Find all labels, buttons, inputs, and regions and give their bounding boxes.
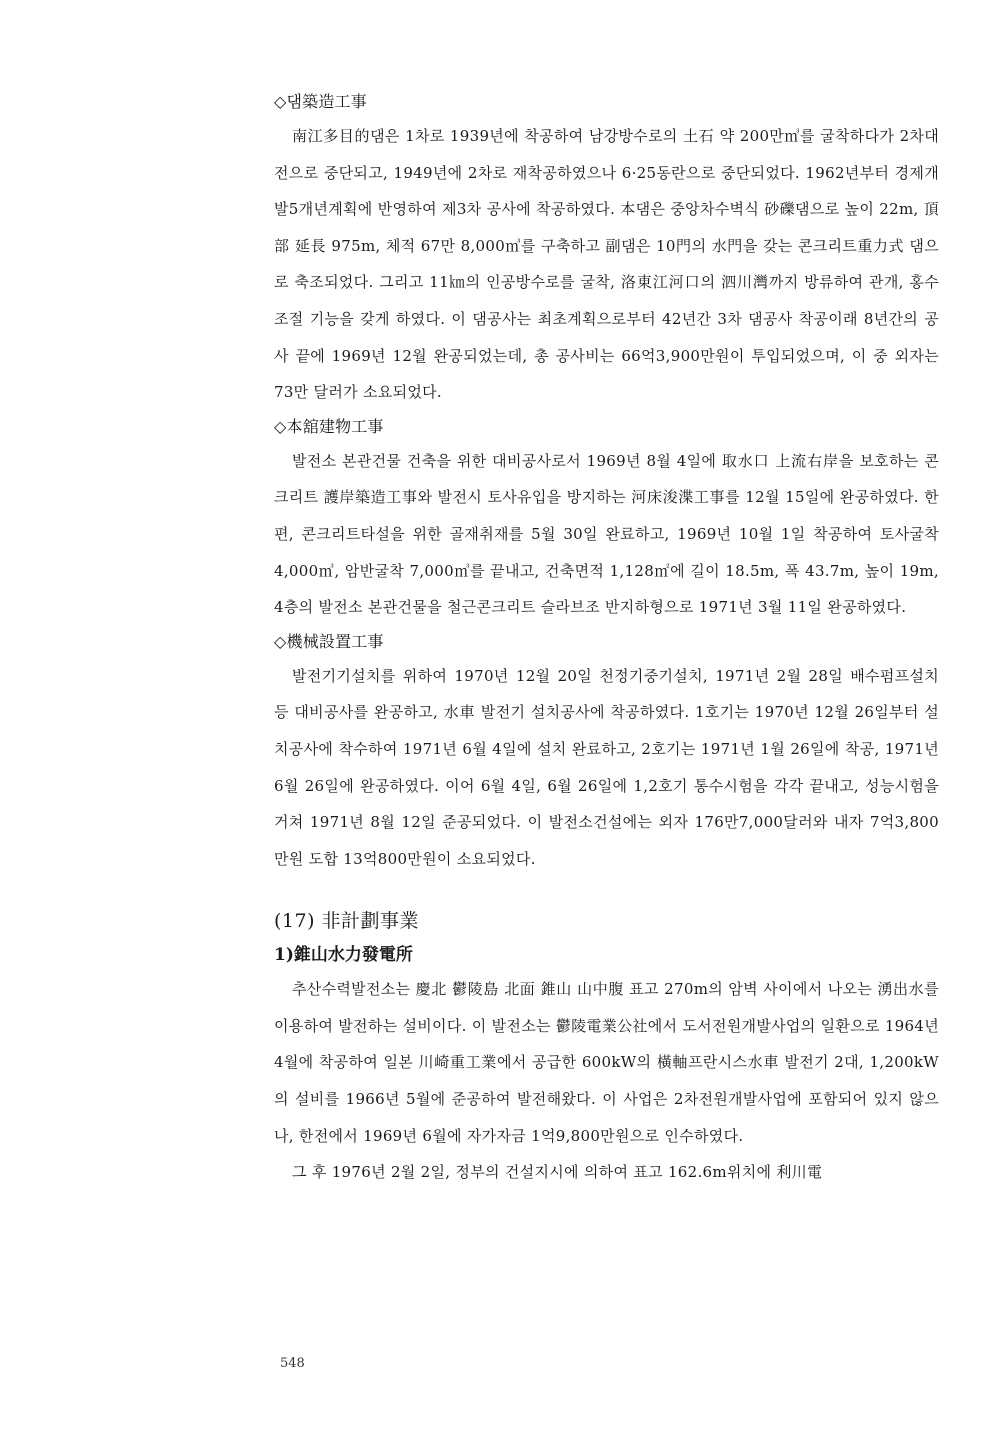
main-building-heading: ◇本舘建物工事 <box>274 416 384 436</box>
section-17-title: (17) 非計劃事業 <box>274 910 420 933</box>
main-building-paragraph: 발전소 본관건물 건축을 위한 대비공사로서 1969년 8월 4일에 取水口 上流右岸을 보호하는 콘크리트 護岸築造工事와 발전시 토사유입을 방지하는 河床浚渫工事를 12월 15일에 완공하였다. 한편, 콘크리트타설을 위한 골재취재를 5월 30일 완료하고, 1969년 10월 1일 착공하여 토사굴착 4,000㎥, 암반굴착 7,000㎥를 끝내고, 건축면적 1,128㎡에 길이 18.5m, 폭 43.7m, 높이 19m, 4층의 발전소 본관건물을 철근콘크리트 슬라브조 반지하형으로 1971년 3월 11일 완공하였다. <box>274 451 939 617</box>
machinery-installation-heading: ◇機械設置工事 <box>274 631 384 651</box>
chusan-power-plant-subtitle: 1)錐山水力發電所 <box>274 945 413 966</box>
page-number: 548 <box>280 1356 305 1371</box>
machinery-installation-paragraph: 발전기기설치를 위하여 1970년 12월 20일 천정기중기설치, 1971년 2월 28일 배수펌프설치 등 대비공사를 완공하고, 水車 발전기 설치공사에 착공하였다. 1호기는 1970년 12월 26일부터 설치공사에 착수하여 1971년 6월 4일에 설치 완료하고, 2호기는 1971년 1월 26일에 착공, 1971년 6월 26일에 완공하였다. 이어 6월 4일, 6월 26일에 1,2호기 통수시험을 각각 끝내고, 성능시험을 거쳐 1971년 8월 12일 준공되었다. 이 발전소건설에는 외자 176만7,000달러와 내자 7억3,800만원 도합 13억800만원이 소요되었다. <box>274 666 939 868</box>
chusan-paragraph-2: 그 후 1976년 2월 2일, 정부의 건설지시에 의하여 표고 162.6m위치에 利川電 <box>292 1163 823 1182</box>
dam-construction-paragraph: 南江多目的댐은 1차로 1939년에 착공하여 남강방수로의 土石 약 200만㎥를 굴착하다가 2차대전으로 중단되고, 1949년에 2차로 재착공하였으나 6·25동란으로 중단되었다. 1962년부터 경제개발5개년계획에 반영하여 제3차 공사에 착공하였다. 本댐은 중앙차수벽식 砂礫댐으로 높이 22m, 頂部 延長 975m, 체적 67만 8,000㎥를 구축하고 副댐은 10門의 水門을 갖는 콘크리트重力式 댐으로 축조되었다. 그리고 11㎞의 인공방수로를 굴착, 洛東江河口의 泗川灣까지 방류하여 관개, 홍수조절 기능을 갖게 하였다. 이 댐공사는 최초계획으로부터 42년간 3차 댐공사 착공이래 8년간의 공사 끝에 1969년 12월 완공되었는데, 총 공사비는 66억3,900만원이 투입되었으며, 이 중 외자는 73만 달러가 소요되었다. <box>274 127 939 402</box>
section-gap <box>274 877 939 903</box>
text-column <box>274 86 939 1191</box>
dam-construction-heading: ◇댐築造工事 <box>274 92 367 111</box>
chusan-paragraph-1: 추산수력발전소는 慶北 鬱陵島 北面 錐山 山中腹 표고 270m의 암벽 사이에서 나오는 湧出水를 이용하여 발전하는 설비이다. 이 발전소는 鬱陵電業公社에서 도서전원개발사업의 일환으로 1964년 4월에 착공하여 일본 川崎重工業에서 공급한 600kW의 橫軸프란시스水車 발전기 2대, 1,200kW의 설비를 1966년 5월에 준공하여 발전해왔다. 이 사업은 2차전원개발사업에 포함되어 있지 않으나, 한전에서 1969년 6월에 자가자금 1억9,800만원으로 인수하였다. <box>274 980 939 1145</box>
